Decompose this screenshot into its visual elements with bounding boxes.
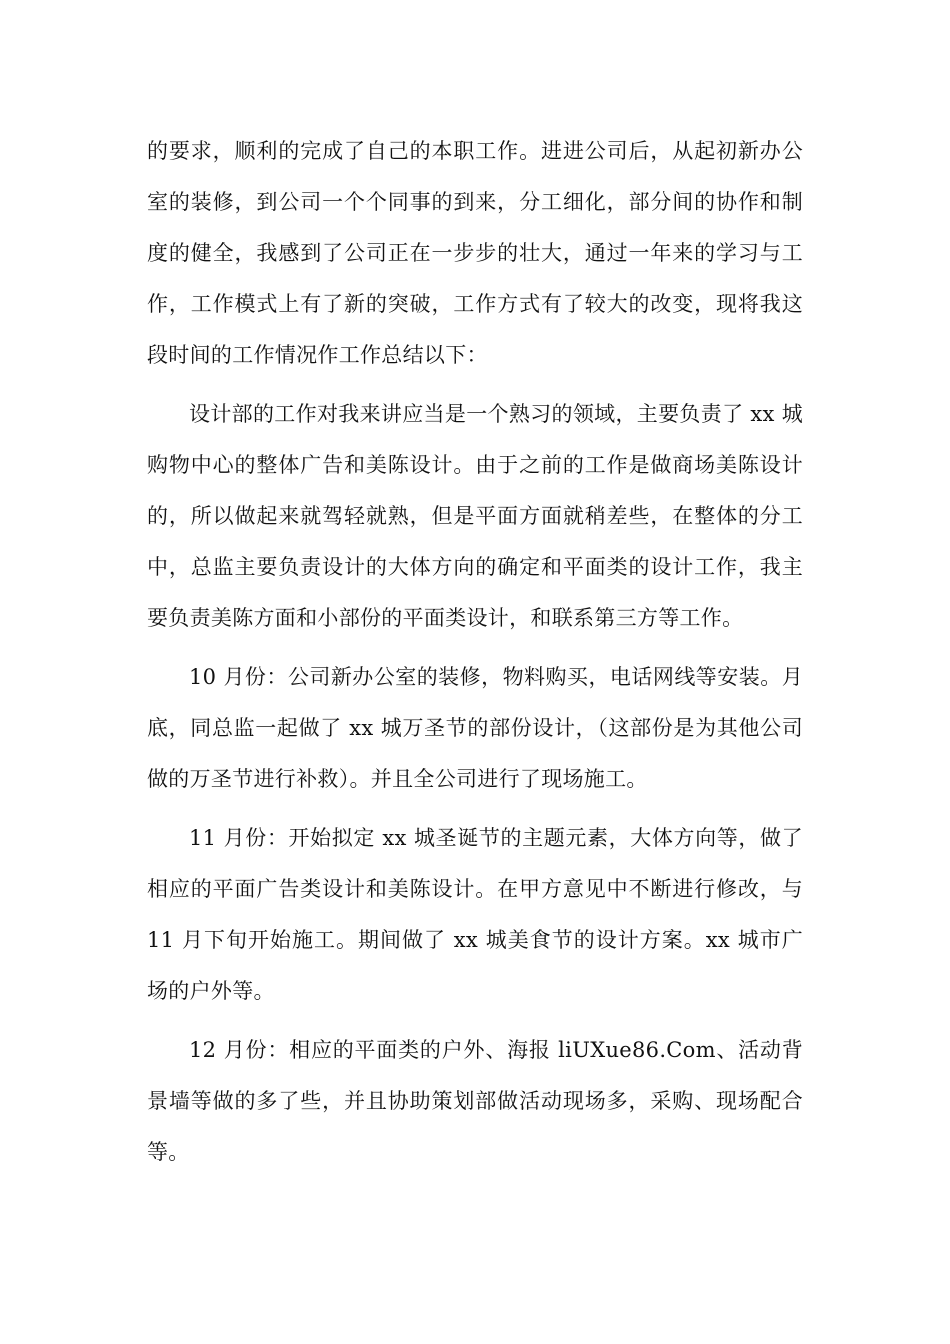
paragraph-intro-continuation: 的要求，顺利的完成了自己的本职工作。进进公司后，从起初新办公室的装修，到公司一个个同事的到来，分工细化，部分间的协作和制度的健全，我感到了公司正在一步步的壮大，通过一年来的学习与工作，工作模式上有了新的突破，工作方式有了较大的改变，现将我这段时间的工作情况作工作总结以下： — [147, 139, 803, 367]
paragraph-december: 12 月份：相应的平面类的户外、海报 liUXue86.Com、活动背景墙等做的多了些，并且协助策划部做活动现场多，采购、现场配合等。 — [147, 1038, 803, 1164]
paragraph-design-dept: 设计部的工作对我来讲应当是一个熟习的领域，主要负责了 xx 城购物中心的整体广告和美陈设计。由于之前的工作是做商场美陈设计的，所以做起来就驾轻就熟，但是平面方面就稍差些，在整体的分工中，总监主要负责设计的大体方向的确定和平面类的设计工作，我主要负责美陈方面和小部份的平面类设计，和联系第三方等工作。 — [147, 402, 803, 630]
document-body — [147, 126, 803, 1186]
paragraph-november: 11 月份：开始拟定 xx 城圣诞节的主题元素，大体方向等，做了相应的平面广告类设计和美陈设计。在甲方意见中不断进行修改，与 11 月下旬开始施工。期间做了 xx 城美食节的设计方案。xx 城市广场的户外等。 — [147, 826, 803, 1003]
paragraph-october: 10 月份：公司新办公室的装修，物料购买，电话网线等安装。月底，同总监一起做了 xx 城万圣节的部份设计，（这部份是为其他公司做的万圣节进行补救）。并且全公司进行了现场施工。 — [147, 665, 803, 791]
